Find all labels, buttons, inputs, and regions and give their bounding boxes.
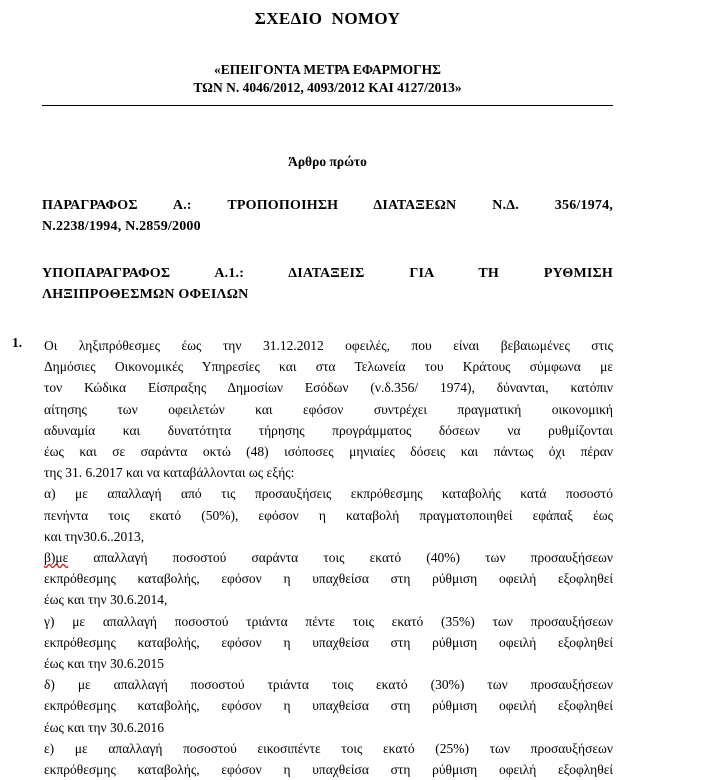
clause-c-line: έως και την 30.6.2015 [44, 656, 165, 672]
body-line: αίτησης των οφειλετών και εφόσον συντρέχει πραγματική οικονομική [44, 401, 613, 417]
article-heading: Άρθρο πρώτο [288, 154, 367, 169]
clause-d-line: εκπρόθεσμης καταβολής, εφόσον η υπαχθείσα στη ρύθμιση οφειλή εξοφληθεί [44, 698, 613, 714]
clause-e-line: εκπρόθεσμης καταβολής, εφόσον η υπαχθείσα στη ρύθμιση οφειλή εξοφληθεί [44, 762, 613, 778]
clause-c-line: εκπρόθεσμης καταβολής, εφόσον η υπαχθείσα στη ρύθμιση οφειλή εξοφληθεί [44, 634, 613, 650]
subparagraph-a1-heading [42, 237, 613, 305]
document-subtitle [42, 29, 613, 97]
clause-b-line-rest: απαλλαγή ποσοστού σαράντα τοις εκατό (40%) των προσαυξήσεων [68, 550, 613, 566]
numbered-list-item-1 [12, 305, 613, 780]
body-line: τον Κώδικα Είσπραξης Δημοσίων Εσόδων (ν.δ.356/ 1974), δύνανται, κατόπιν [44, 380, 613, 396]
list-item-number: 1. [12, 335, 23, 350]
document-content [12, 0, 613, 780]
document-subtitle-line-2: ΤΩΝ Ν. 4046/2012, 4093/2012 ΚΑΙ 4127/2013» [193, 80, 462, 95]
clause-a-line: πενήντα τοις εκατό (50%), εφόσον η καταβολή πραγματοποιηθεί εφάπαξ έως [44, 507, 613, 523]
body-line: έως και σε σαράντα οκτώ (48) ισόποσες μηνιαίες δόσεις και πάντως όχι πέραν [44, 444, 613, 460]
body-line: αδυναμία και δυνατότητα τήρησης προγράμματος δόσεων να ρυθμίζονται [44, 422, 613, 438]
divider-spacer [42, 97, 613, 139]
subparagraph-a1-heading-line-1: ΥΠΟΠΑΡΑΓΡΑΦΟΣ Α.1.: ΔΙΑΤΑΞΕΙΣ ΓΙΑ ΤΗ ΡΥΘΜΙΣΗ [42, 266, 613, 281]
paragraph-a-heading-line-1: ΠΑΡΑΓΡΑΦΟΣ Α.: ΤΡΟΠΟΠΟΙΗΣΗ ΔΙΑΤΑΞΕΩΝ Ν.Δ. 356/1974, [42, 198, 613, 213]
clause-b-line: εκπρόθεσμης καταβολής, εφόσον η υπαχθείσα στη ρύθμιση οφειλή εξοφληθεί [44, 571, 613, 587]
clause-a-line: α) με απαλλαγή από τις προσαυξήσεις εκπρόθεσμης καταβολής κατά ποσοστό [44, 486, 613, 502]
clause-c-line: γ) με απαλλαγή ποσοστού τριάντα πέντε τοις εκατό (35%) των προσαυξήσεων [44, 613, 613, 629]
clause-d-line: δ) με απαλλαγή ποσοστού τριάντα τοις εκατό (30%) των προσαυξήσεων [44, 677, 613, 693]
spellcheck-flagged-word: β)με [44, 550, 69, 566]
document-title: ΣΧΕΔΙΟ ΝΟΜΟΥ [254, 9, 401, 28]
clause-b-line [44, 547, 613, 568]
paragraph-a-heading [42, 170, 613, 237]
paragraph-a-heading-line-2: Ν.2238/1994, Ν.2859/2000 [42, 219, 201, 234]
clause-b-line: έως και την 30.6.2014, [44, 592, 168, 608]
list-item-body [42, 335, 613, 780]
document-subtitle-line-1: «ΕΠΕΙΓΟΝΤΑ ΜΕΤΡΑ ΕΦΑΡΜΟΓΗΣ [214, 62, 441, 77]
body-line: Δημόσιες Οικονομικές Υπηρεσίες και στα Τελωνεία του Κράτους σύμφωνα με [44, 359, 613, 375]
clause-d-line: έως και την 30.6.2016 [44, 719, 165, 735]
body-line: Οι ληξιπρόθεσμες έως την 31.12.2012 οφειλές, που είναι βεβαιωμένες στις [44, 338, 613, 353]
subparagraph-a1-heading-line-2: ΛΗΞΙΠΡΟΘΕΣΜΩΝ ΟΦΕΙΛΩΝ [42, 287, 249, 302]
clause-a-line: και την30.6..2013, [44, 528, 145, 544]
body-line: της 31. 6.2017 και να καταβάλλονται ως εξής: [44, 465, 295, 481]
clause-e-line: ε) με απαλλαγή ποσοστού εικοσιπέντε τοις εκατό (25%) των προσαυξήσεων [44, 740, 613, 756]
